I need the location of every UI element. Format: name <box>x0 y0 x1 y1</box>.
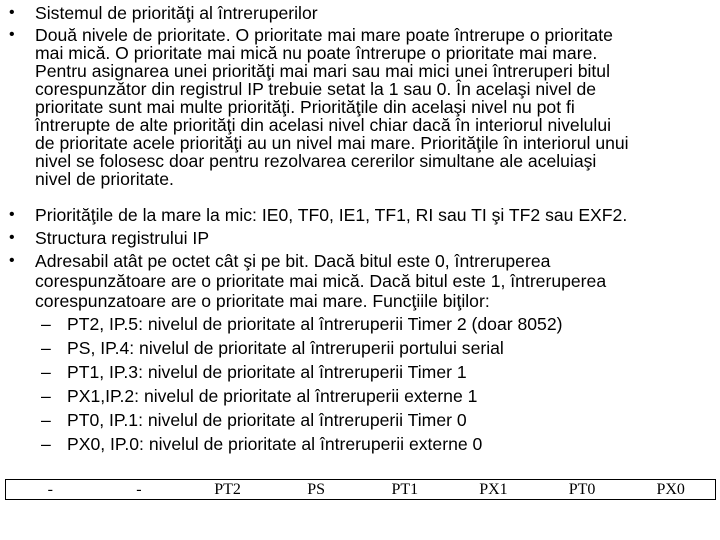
ip-bit-4: PS <box>307 481 326 498</box>
dash-symbol: – <box>41 314 51 334</box>
bullet-text: Priorităţile de la mare la mic: IE0, TF0, IE1, TF1, RI sau TI şi TF2 sau EXF2. <box>35 205 628 225</box>
ip-bit-0: PX0 <box>656 481 685 498</box>
dash-symbol: – <box>41 362 51 382</box>
sub-bullet-text: PS, IP.4: nivelul de prioritate al întreruperii portului serial <box>67 338 504 358</box>
bullet-symbol: • <box>9 206 15 223</box>
bullet-symbol: • <box>9 252 15 269</box>
dash-symbol: – <box>41 410 51 430</box>
bullet-text: Sistemul de priorităţi al întreruperilor <box>35 3 318 23</box>
bullet-text-line: mai mică. O prioritate mai mică nu poate întrerupe o prioritate mai mare. <box>35 43 598 63</box>
bullet-text-line: corespunzător din registrul IP trebuie setat la 1 sau 0. În acelaşi nivel de <box>35 79 597 99</box>
bullet-text-line: corespunzatoare are o prioritate mai mare. Funcţiile biţilor: <box>35 291 490 311</box>
bullet-text-line: nivel de prioritate. <box>35 169 174 189</box>
dash-symbol: – <box>41 338 51 358</box>
ip-bit-7: - <box>47 481 53 498</box>
bullet-text-line: Două nivele de prioritate. O prioritate mai mare poate întrerupe o prioritate <box>35 25 613 45</box>
dash-symbol: – <box>41 434 51 454</box>
bullet-text-line: întrerupte de alte priorităţi din acelasi nivel chiar dacă în interiorul nivelului <box>35 115 612 135</box>
ip-bit-1: PT0 <box>568 481 596 498</box>
bullet-text-line: Adresabil atât pe octet cât şi pe bit. Dacă bitul este 0, întreruperea <box>35 251 551 271</box>
bullet-text-line: Pentru asignarea unei priorităţi mai mari sau mai mici unei întreruperi bitul <box>35 61 610 81</box>
sub-bullet-text: PX1,IP.2: nivelul de prioritate al întreruperii externe 1 <box>67 386 478 406</box>
bullet-text-line: prioritate sunt mai multe priorităţi. Priorităţile din acelaşi nivel nu pot fi <box>35 97 575 117</box>
sub-bullet-text: PT1, IP.3: nivelul de prioritate al întreruperii Timer 1 <box>67 362 467 382</box>
bullet-symbol: • <box>9 26 15 43</box>
bullet-text: Structura registrului IP <box>35 228 210 248</box>
bullet-text-line: corespunzătoare are o prioritate mai mică. Dacă bitul este 1, întreruperea <box>35 271 607 291</box>
ip-bit-6: - <box>136 481 142 498</box>
dash-symbol: – <box>41 386 51 406</box>
sub-bullet-text: PT0, IP.1: nivelul de prioritate al întreruperii Timer 0 <box>67 410 467 430</box>
bullet-symbol: • <box>9 229 15 246</box>
bullet-symbol: • <box>9 4 15 21</box>
ip-bit-2: PX1 <box>479 481 508 498</box>
ip-bit-3: PT1 <box>391 481 419 498</box>
sub-bullet-text: PT2, IP.5: nivelul de prioritate al întreruperii Timer 2 (doar 8052) <box>67 314 563 334</box>
bullet-text-line: de prioritate acele priorităţi au un nivel mai mare. Priorităţile în interiorul unui <box>35 133 629 153</box>
ip-bit-5: PT2 <box>214 481 241 498</box>
bullet-text-line: nivel se folosesc doar pentru rezolvarea cererilor simultane ale aceluiaşi <box>35 151 597 171</box>
ip-register-table <box>5 479 716 500</box>
sub-bullet-text: PX0, IP.0: nivelul de prioritate al întreruperii externe 0 <box>67 434 483 454</box>
